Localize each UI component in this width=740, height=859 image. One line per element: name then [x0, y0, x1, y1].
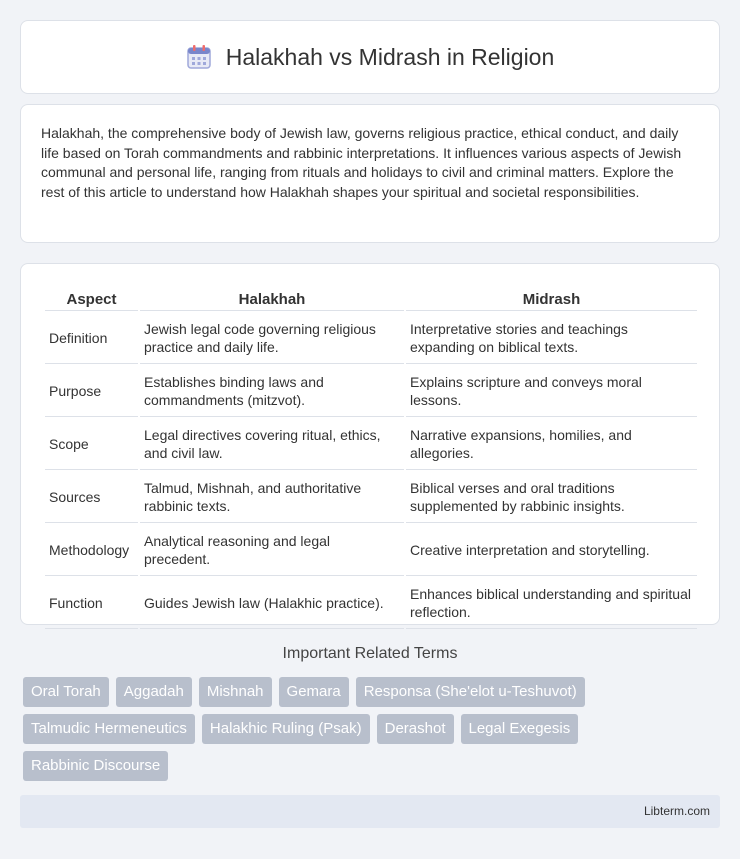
related-term-tag[interactable]: Legal Exegesis — [461, 714, 579, 744]
aspect-cell: Function — [45, 578, 138, 629]
page-title: Halakhah vs Midrash in Religion — [225, 43, 555, 70]
halakhah-cell: Analytical reasoning and legal precedent. — [140, 525, 404, 576]
table-row — [45, 525, 697, 576]
related-term-tag[interactable]: Derashot — [377, 714, 454, 744]
halakhah-cell: Talmud, Mishnah, and authoritative rabbinic texts. — [140, 472, 404, 523]
column-header-halakhah: Halakhah — [140, 288, 404, 311]
aspect-cell: Definition — [45, 313, 138, 364]
midrash-cell: Narrative expansions, homilies, and allegories. — [406, 419, 697, 470]
header-card — [20, 20, 720, 94]
halakhah-cell: Guides Jewish law (Halakhic practice). — [140, 578, 404, 629]
related-term-tag[interactable]: Halakhic Ruling (Psak) — [202, 714, 370, 744]
table-row — [45, 313, 697, 364]
midrash-cell: Biblical verses and oral traditions supplemented by rabbinic insights. — [406, 472, 697, 523]
calendar-icon — [186, 44, 212, 70]
related-term-tag[interactable]: Oral Torah — [23, 677, 109, 707]
table-row — [45, 419, 697, 470]
aspect-cell: Scope — [45, 419, 138, 470]
table-row — [45, 472, 697, 523]
table-header-row — [45, 288, 697, 311]
related-term-tag[interactable]: Aggadah — [116, 677, 192, 707]
comparison-table — [43, 286, 699, 631]
midrash-cell: Creative interpretation and storytelling. — [406, 525, 697, 576]
table-row — [45, 366, 697, 417]
column-header-aspect: Aspect — [45, 288, 138, 311]
footer-site-link[interactable]: Libterm.com — [643, 804, 710, 818]
intro-card — [20, 104, 720, 243]
aspect-cell: Methodology — [45, 525, 138, 576]
column-header-midrash: Midrash — [406, 288, 697, 311]
related-terms-list — [23, 677, 723, 781]
intro-text: Halakhah, the comprehensive body of Jewish law, governs religious practice, ethical conduct, and daily life based on Torah commandments and rabbinic interpretations. It influences various aspects of Jewish communal and personal life, ranging from rituals and holidays to civil and criminal matters. Explore the rest of this article to understand how Halakhah shapes your spiritual and societal responsibilities. — [41, 125, 682, 200]
related-term-tag[interactable]: Gemara — [279, 677, 349, 707]
related-term-tag[interactable]: Responsa (She'elot u-Teshuvot) — [356, 677, 585, 707]
table-row — [45, 578, 697, 629]
related-term-tag[interactable]: Mishnah — [199, 677, 272, 707]
halakhah-cell: Legal directives covering ritual, ethics, and civil law. — [140, 419, 404, 470]
related-term-tag[interactable]: Rabbinic Discourse — [23, 751, 168, 781]
halakhah-cell: Establishes binding laws and commandments (mitzvot). — [140, 366, 404, 417]
aspect-cell: Sources — [45, 472, 138, 523]
comparison-table-card — [20, 263, 720, 625]
halakhah-cell: Jewish legal code governing religious practice and daily life. — [140, 313, 404, 364]
midrash-cell: Interpretative stories and teachings expanding on biblical texts. — [406, 313, 697, 364]
midrash-cell: Enhances biblical understanding and spiritual reflection. — [406, 578, 697, 629]
aspect-cell: Purpose — [45, 366, 138, 417]
related-term-tag[interactable]: Talmudic Hermeneutics — [23, 714, 195, 744]
related-terms-title: Important Related Terms — [282, 645, 458, 662]
footer — [20, 795, 720, 828]
midrash-cell: Explains scripture and conveys moral lessons. — [406, 366, 697, 417]
